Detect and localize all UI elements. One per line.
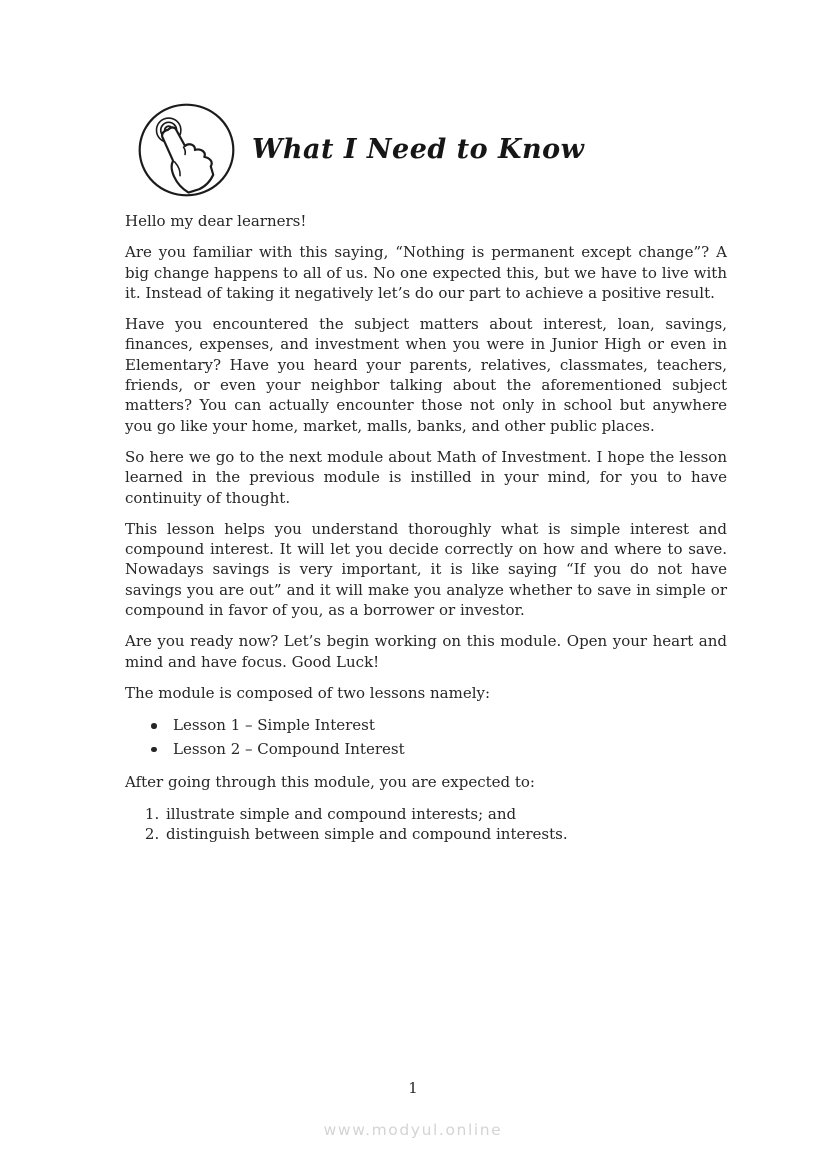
list-item-lesson-1: Lesson 1 – Simple Interest — [125, 714, 727, 738]
list-item-objective-2: 2. distinguish between simple and compound interests. — [164, 824, 727, 845]
paragraph: This lesson helps you understand thoroughly what is simple interest and compound interest. It will let you decide correctly on how and where to save. Nowadays savings is very important, it is like saying “If you do not have savings you are out” and it will make you analyze whether to save in simple or compound in favor of you, as a borrower or investor. — [125, 519, 727, 620]
watermark: www.modyul.online — [323, 1121, 503, 1139]
touch-hand-icon — [137, 102, 236, 198]
paragraph: Have you encountered the subject matters about interest, loan, savings, finances, expenses, and investment when you were in Junior High or even in Elementary? Have you heard your parents, relatives, classmates, teachers, friends, or even your neighbor talking about the aforementioned subject matters? You can actually encounter those not only in school but anywhere you go like your home, market, malls, banks, and other public places. — [125, 315, 727, 435]
module-intro-content — [125, 211, 727, 845]
list-item-objective-1: 1. illustrate simple and compound interests; and — [164, 804, 727, 825]
objective-list — [125, 804, 727, 846]
paragraph-lessons-intro: The module is composed of two lessons namely: — [125, 683, 491, 702]
paragraph: Are you ready now? Let’s begin working on this module. Open your heart and mind and have focus. Good Luck! — [125, 632, 727, 671]
paragraph: So here we go to the next module about Math of Investment. I hope the lesson learned in the previous module is instilled in your mind, for you to have continuity of thought. — [125, 447, 727, 507]
page-number: 1 — [408, 1079, 418, 1097]
section-header — [137, 101, 584, 198]
paragraph-objectives-intro: After going through this module, you are expected to: — [125, 773, 535, 792]
list-item-lesson-2: Lesson 2 – Compound Interest — [125, 738, 727, 762]
lesson-list — [125, 714, 727, 761]
section-title: What I Need to Know — [252, 134, 585, 165]
paragraph: Are you familiar with this saying, “Nothing is permanent except change”? A big change happens to all of us. No one expected this, but we have to live with it. Instead of taking it negatively let’s do our part to achieve a positive result. — [125, 243, 727, 302]
paragraph-greeting: Hello my dear learners! — [125, 212, 307, 230]
